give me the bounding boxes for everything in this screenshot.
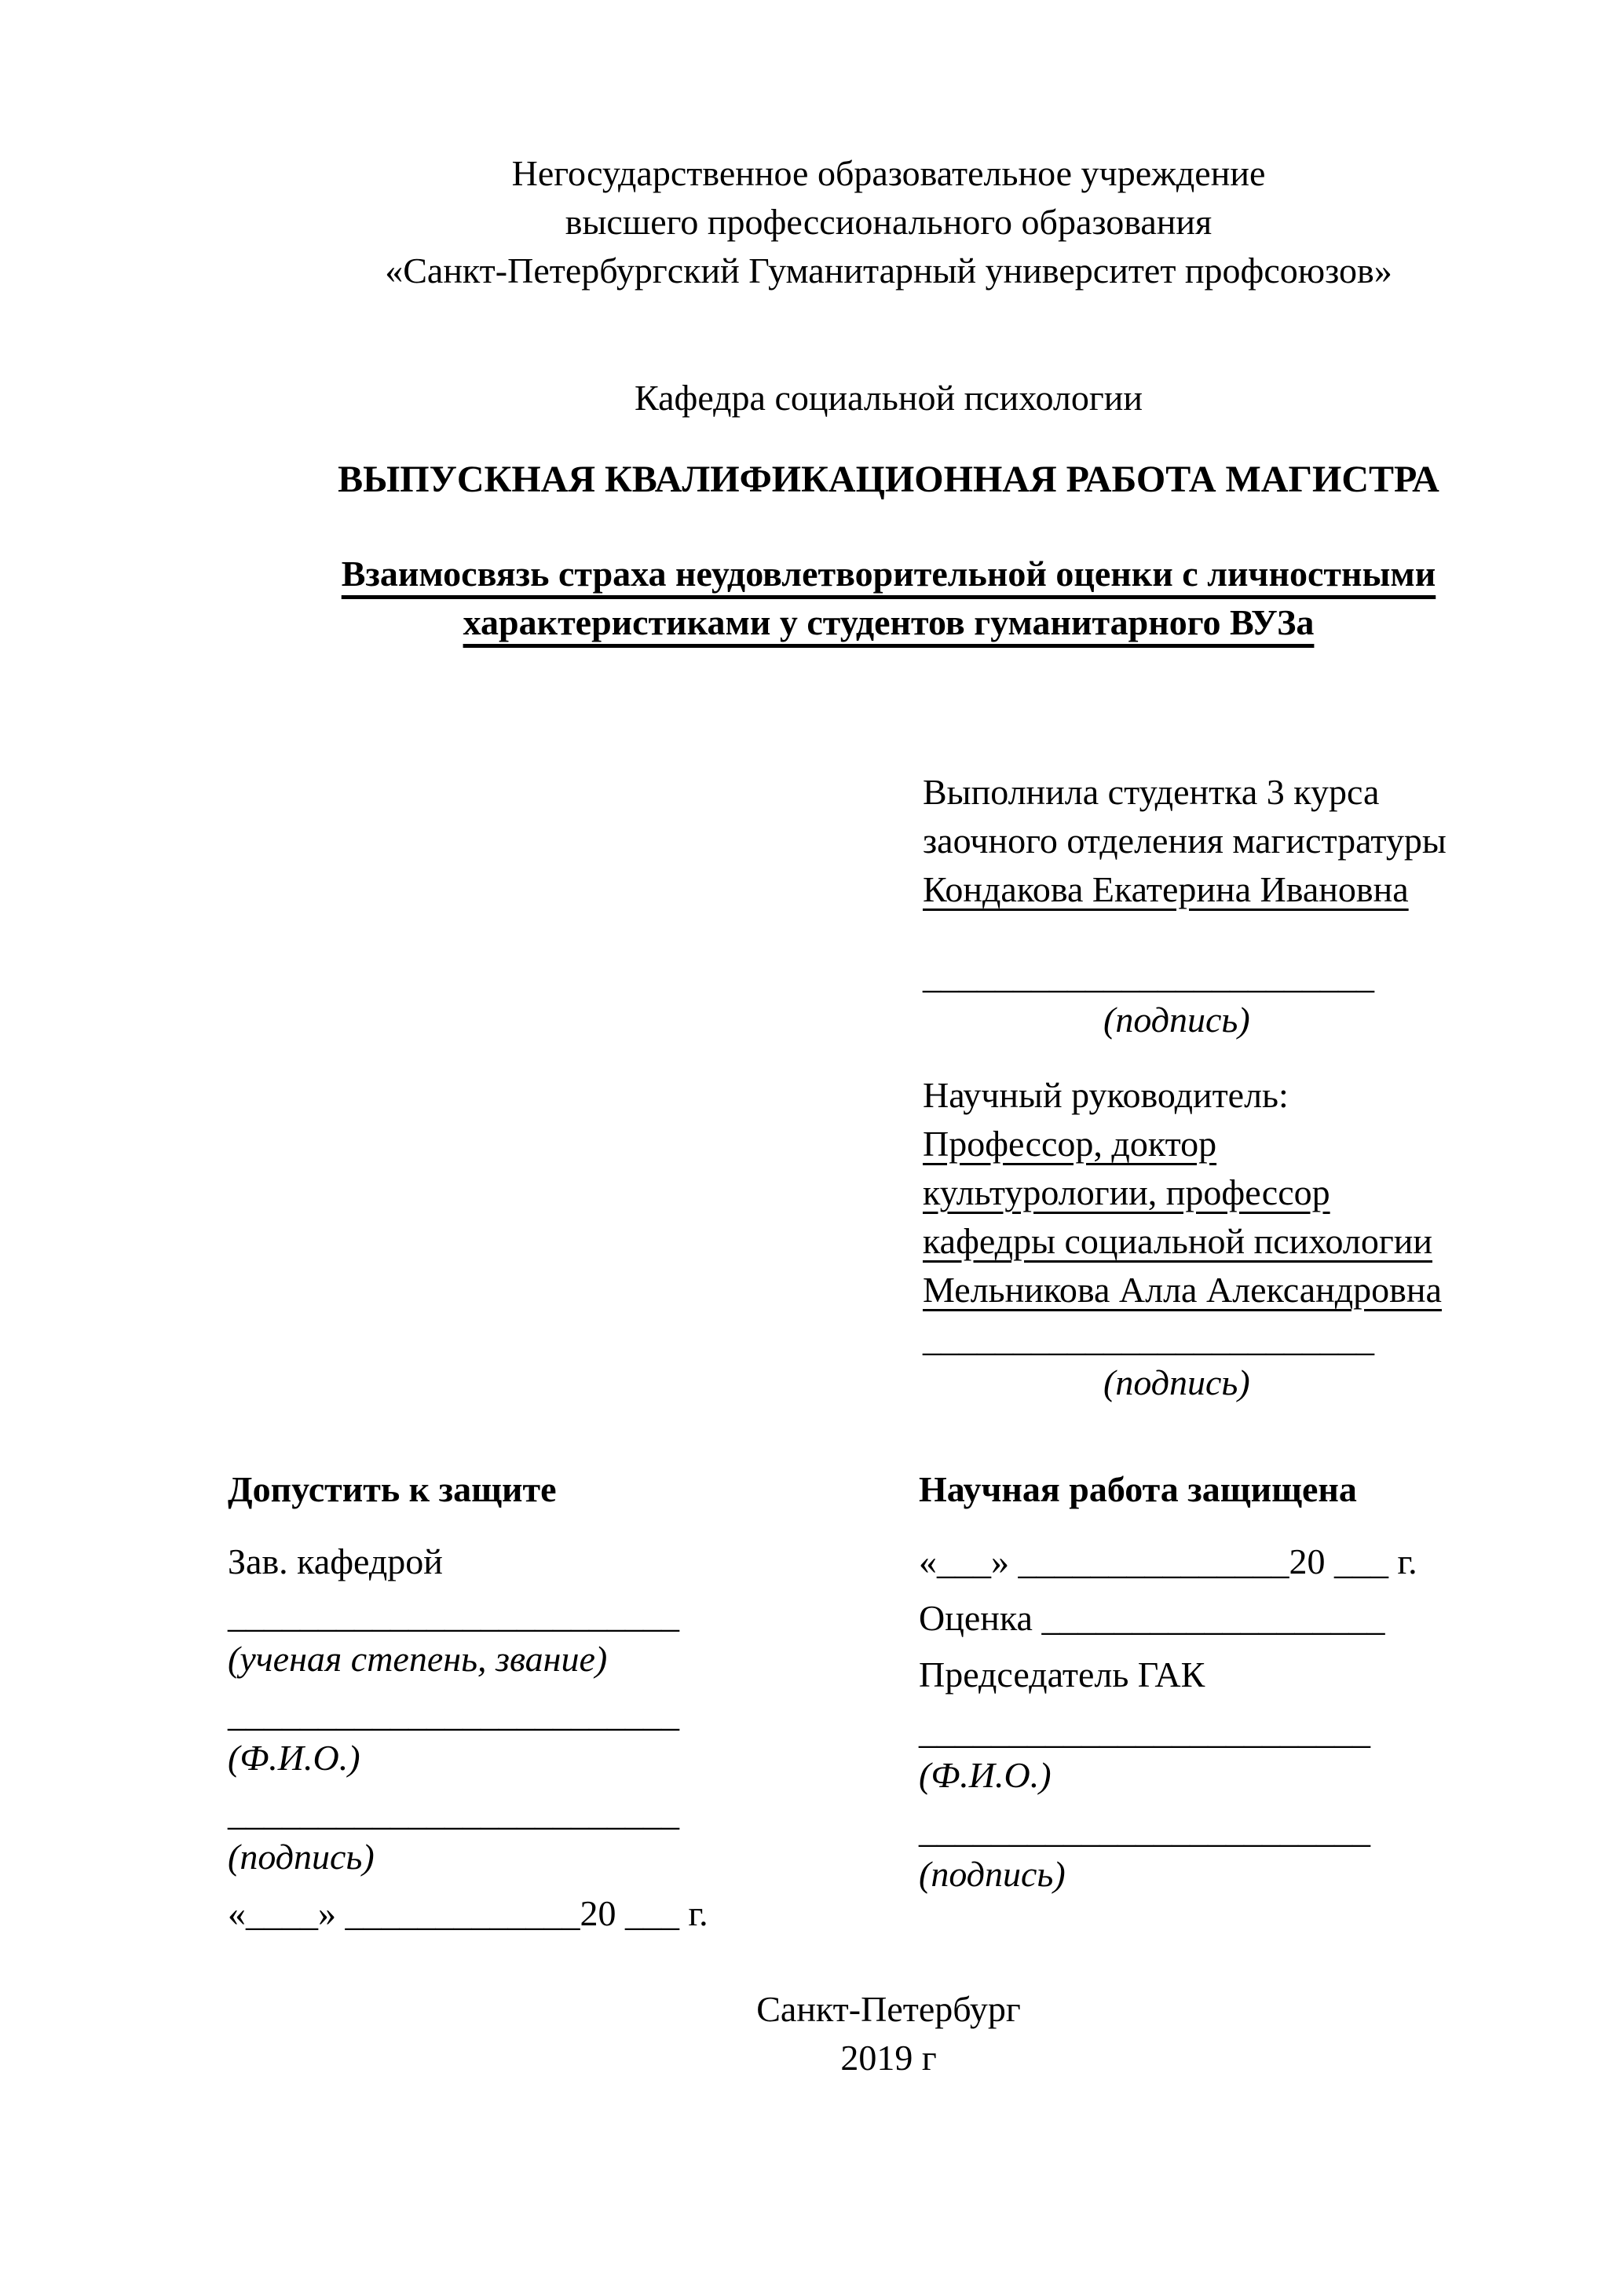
student-signature-label: (подпись) [1103,1000,1250,1040]
approval-blank-line-3: _________________________ [228,1793,679,1833]
supervisor-degree-line-1: Профессор, доктор [923,1124,1217,1164]
org-line-2: высшего профессионального образования [565,202,1213,242]
approval-block [228,1465,809,1938]
thesis-title-line-2: характеристиками у студентов гуманитарного ВУЗа [463,602,1315,642]
supervisor-signature-line: _________________________ [923,1318,1374,1358]
year: 2019 г [840,2038,937,2078]
org-line-1: Негосударственное образовательное учреждение [511,153,1266,193]
supervisor-heading: Научный руководитель: [923,1075,1289,1115]
supervisor-degree-line-3: кафедры социальной психологии [923,1221,1432,1261]
thesis-title-line-1: Взаимосвязь страха неудовлетворительной оценки с личностными [341,554,1436,594]
approval-signature-label: (подпись) [228,1837,375,1877]
defense-blank-line-1: _________________________ [919,1711,1370,1751]
defense-block [919,1465,1516,1894]
work-type-heading: ВЫПУСКНАЯ КВАЛИФИКАЦИОННАЯ РАБОТА МАГИСТРА [338,459,1439,500]
performed-by-line-2: заочного отделения магистратуры [923,821,1447,861]
gak-chairman-label: Председатель ГАК [919,1654,1205,1695]
approval-blank-line-2: _________________________ [228,1694,679,1734]
defense-signature-label: (подпись) [919,1854,1066,1894]
approval-date-line: «____» _____________20 ___ г. [228,1893,708,1933]
defense-blank-line-2: _________________________ [919,1810,1370,1850]
defense-heading: Научная работа защищена [919,1469,1357,1509]
supervisor-name: Мельникова Алла Александровна [923,1270,1442,1310]
supervisor-degree-line-2: культурологии, профессор [923,1172,1330,1212]
approval-blank-line-1: _________________________ [228,1595,679,1635]
approval-fio-label: (Ф.И.О.) [228,1738,360,1778]
org-header [228,149,1549,295]
supervisor-signature-label: (подпись) [1103,1362,1250,1402]
footer [228,1985,1549,2082]
grade-line: Оценка ___________________ [919,1598,1385,1638]
thesis-title [228,550,1549,647]
department-name: Кафедра социальной психологии [635,378,1143,418]
student-name: Кондакова Екатерина Ивановна [923,869,1409,909]
approval-heading: Допустить к защите [228,1469,557,1509]
student-block [923,768,1472,1040]
student-signature-line: _________________________ [923,956,1374,996]
performed-by-line-1: Выполнила студентка 3 курса [923,772,1380,812]
head-of-department-label: Зав. кафедрой [228,1541,443,1581]
defense-date-line: «___» _______________20 ___ г. [919,1541,1417,1581]
degree-title-label: (ученая степень, звание) [228,1639,608,1679]
supervisor-block [923,1071,1472,1402]
org-line-3: «Санкт-Петербургский Гуманитарный университет профсоюзов» [385,250,1392,291]
defense-fio-label: (Ф.И.О.) [919,1755,1052,1795]
spacer [923,914,1472,952]
city-name: Санкт-Петербург [756,1989,1021,2029]
